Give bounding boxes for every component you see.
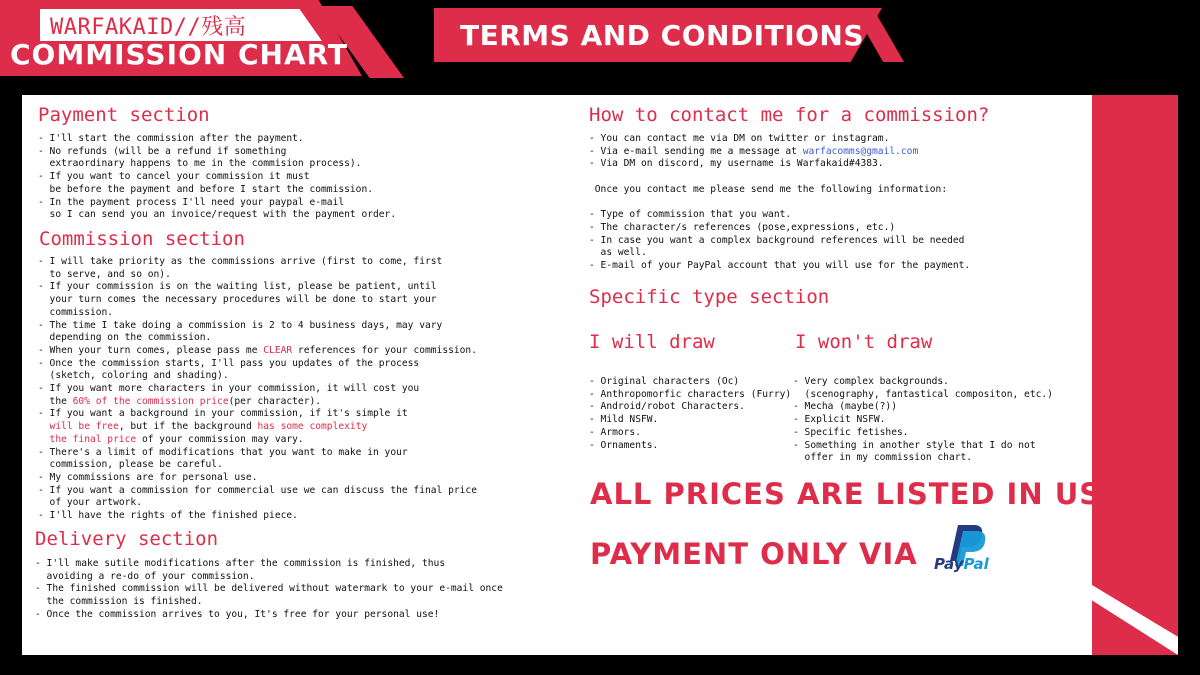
list-item: - If you want a background in your commission, if it's simple it (38, 408, 408, 420)
list-item: - I'll start the commission after the payment. (38, 133, 304, 144)
list-item: (scenography, fantastical compositon, etc.) (793, 388, 1053, 400)
commission-chart-banner (0, 0, 410, 78)
list-item: - Something in another style that I do not (793, 439, 1036, 451)
list-item: extraordinary happens to me in the commision process). (38, 158, 362, 170)
list-item: - Once the commission starts, I'll pass you updates of the process (38, 357, 420, 369)
list-item: - If you want more characters in your commission, it will cost you (38, 383, 420, 395)
list-item: - Original characters (Oc) (589, 376, 740, 387)
payment-section-title: Payment section (38, 104, 210, 126)
list-item: - Android/robot Characters. (589, 401, 745, 413)
terms-banner (434, 8, 904, 62)
paypal-wordmark (934, 555, 989, 573)
list-item: be before the payment and before I start the commission. (38, 183, 374, 195)
terms-title: TERMS AND CONDITIONS (460, 19, 865, 52)
list-text: (per character). (228, 395, 322, 407)
commission-chart-title: COMMISSION CHART (10, 38, 349, 71)
list-item (38, 345, 477, 358)
specific-section-title: Specific type section (589, 286, 830, 308)
list-item: to serve, and so on). (38, 268, 171, 280)
list-item: - If your commission is on the waiting list, please be patient, until (38, 281, 437, 293)
highlight-extra-character-price: 60% of the commission price (72, 395, 229, 407)
list-item: depending on the commission. (38, 332, 212, 344)
delivery-list (35, 558, 503, 622)
commission-section-title: Commission section (39, 228, 245, 250)
list-item: - You can contact me via DM on twitter or instagram. (589, 133, 890, 144)
list-item: - Mecha (maybe(?)) (793, 401, 897, 413)
list-item: offer in my commission chart. (793, 452, 973, 464)
list-item: as well. (589, 247, 647, 259)
list-item (589, 171, 970, 184)
delivery-section-title: Delivery section (35, 528, 219, 550)
payment-list (38, 133, 396, 222)
list-item: - Mild NSFW. (589, 414, 659, 426)
list-text: of your commission may vary. (136, 433, 304, 445)
list-item (589, 146, 970, 159)
payment-only-notice: PAYMENT ONLY VIA (590, 537, 918, 571)
wont-draw-title: I won't draw (795, 331, 933, 353)
list-item: - In case you want a complex background references will be needed (589, 234, 965, 246)
list-item: of your artwork. (38, 497, 142, 509)
paypal-pal: Pal (963, 555, 989, 573)
list-item: - I'll have the rights of the finished piece. (38, 510, 298, 522)
commission-list (38, 256, 477, 523)
list-item: - Ornaments. (589, 439, 659, 451)
list-item: commission. (38, 306, 114, 318)
list-item: - The finished commission will be delivered without watermark to your e-mail once (35, 583, 503, 595)
list-item: - Once the commission arrives to you, It's free for your personal use! (35, 608, 440, 620)
list-item: - My commissions are for personal use. (38, 471, 258, 483)
list-item: - E-mail of your PayPal account that you will use for the payment. (589, 260, 971, 272)
list-item: - I will take priority as the commissions arrive (first to come, first (38, 256, 443, 267)
list-item: - If you want a commission for commercial use we can discuss the final price (38, 484, 477, 496)
list-item: so I can send you an invoice/request with the payment order. (38, 209, 397, 221)
list-item: - No refunds (will be a refund if something (38, 145, 287, 157)
list-item: - Explicit NSFW. (793, 414, 886, 426)
brand-name: WARFAKAID//残高 (50, 15, 247, 40)
paypal-pay: Pay (934, 555, 964, 573)
will-draw-title: I will draw (589, 331, 715, 353)
list-item: - The time I take doing a commission is 2 to 4 business days, may vary (38, 319, 443, 331)
list-item: - In the payment process I'll need your paypal e-mail (38, 196, 345, 208)
list-item: your turn comes the necessary procedures will be done to start your (38, 294, 437, 306)
list-item (38, 396, 477, 409)
highlight-clear: CLEAR (263, 344, 293, 356)
prices-usd-notice: ALL PRICES ARE LISTED IN USD!! (590, 477, 1155, 511)
list-item: (sketch, coloring and shading). (38, 370, 229, 382)
list-item: the commission is finished. (35, 596, 203, 608)
contact-list (589, 133, 970, 273)
list-item: - The character/s references (pose,expressions, etc.) (589, 221, 896, 233)
list-item (589, 197, 970, 210)
list-text: , but if the background (118, 421, 258, 433)
panel-red-side (1092, 95, 1178, 655)
will-draw-list (589, 376, 791, 452)
wont-draw-list (793, 376, 1053, 465)
list-item: - If you want to cancel your commission it must (38, 171, 310, 183)
list-item: commission, please be careful. (38, 459, 223, 471)
info-intro: Once you contact me please send me the following information: (589, 183, 948, 195)
email-link[interactable]: warfacomms@gmail.com (802, 145, 919, 157)
list-text: references for your commission. (292, 344, 477, 356)
highlight-free: will be free (38, 421, 119, 433)
list-item: avoiding a re-do of your commission. (35, 570, 255, 582)
list-item: - Anthropomorfic characters (Furry) (589, 388, 792, 400)
list-item: - Armors. (589, 426, 641, 438)
terms-panel (22, 95, 1178, 655)
list-item (38, 434, 477, 447)
list-item: - I'll make sutile modifications after the commission is finished, thus (35, 558, 446, 569)
list-item: - Very complex backgrounds. (793, 376, 949, 387)
list-item (38, 421, 477, 434)
contact-section-title: How to contact me for a commission? (589, 104, 990, 126)
list-item: - Specific fetishes. (793, 426, 909, 438)
list-item: - Via DM on discord, my username is Warfakaid#4383. (589, 158, 884, 170)
list-text: the (38, 395, 73, 407)
list-text: - Via e-mail sending me a message at (589, 145, 803, 157)
list-item: - Type of commission that you want. (589, 209, 792, 221)
list-item: - There's a limit of modifications that you want to make in your (38, 446, 408, 458)
list-text: - When your turn comes, please pass me (38, 344, 264, 356)
highlight-final-price: the final price (38, 433, 137, 445)
highlight-complexity: has some complexity (257, 421, 368, 433)
